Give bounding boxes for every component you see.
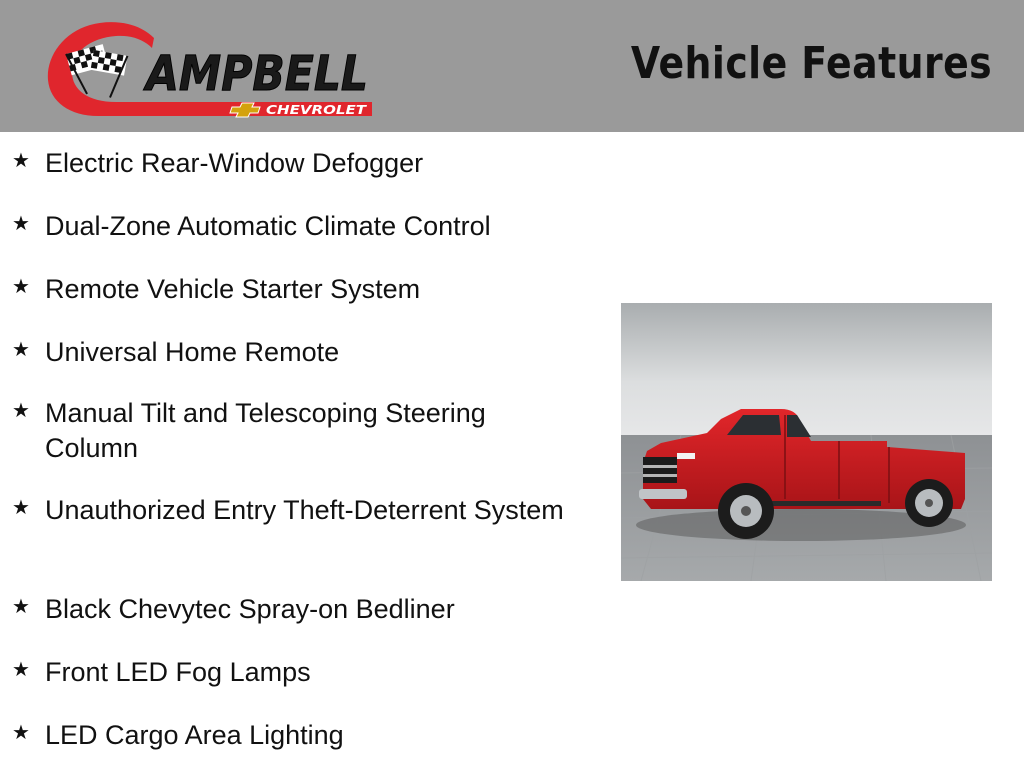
vehicle-photo: [621, 303, 992, 581]
list-item: [12, 592, 572, 627]
star-icon: ★: [12, 148, 30, 172]
feature-label: Front LED Fog Lamps: [45, 657, 311, 687]
feature-label: Electric Rear-Window Defogger: [45, 148, 424, 178]
list-item: [12, 718, 572, 753]
red-pickup-truck-image: [621, 303, 992, 581]
svg-text:CHEVROLET: CHEVROLET: [266, 103, 368, 117]
star-icon: ★: [12, 495, 30, 519]
feature-label: Dual-Zone Automatic Climate Control: [45, 211, 491, 241]
list-item: [12, 493, 572, 528]
feature-label: Black Chevytec Spray-on Bedliner: [45, 594, 455, 624]
page-title: Vehicle Features: [630, 38, 992, 89]
list-item: [12, 335, 572, 370]
star-icon: ★: [12, 337, 30, 361]
star-icon: ★: [12, 274, 30, 298]
list-item: [12, 655, 572, 690]
feature-label: Unauthorized Entry Theft-Deterrent System: [45, 495, 564, 525]
svg-text:AMPBELL: AMPBELL: [142, 46, 368, 102]
star-icon: ★: [12, 398, 30, 422]
list-item: [12, 146, 572, 181]
star-icon: ★: [12, 594, 30, 618]
star-icon: ★: [12, 211, 30, 235]
list-item: [12, 272, 572, 307]
star-icon: ★: [12, 720, 30, 744]
star-icon: ★: [12, 657, 30, 681]
feature-label: LED Cargo Area Lighting: [45, 720, 344, 750]
feature-label: Remote Vehicle Starter System: [45, 274, 421, 304]
feature-label: Universal Home Remote: [45, 337, 340, 367]
list-item: [12, 209, 572, 244]
list-item: [12, 396, 572, 466]
feature-label: Manual Tilt and Telescoping Steering Column: [45, 398, 486, 463]
